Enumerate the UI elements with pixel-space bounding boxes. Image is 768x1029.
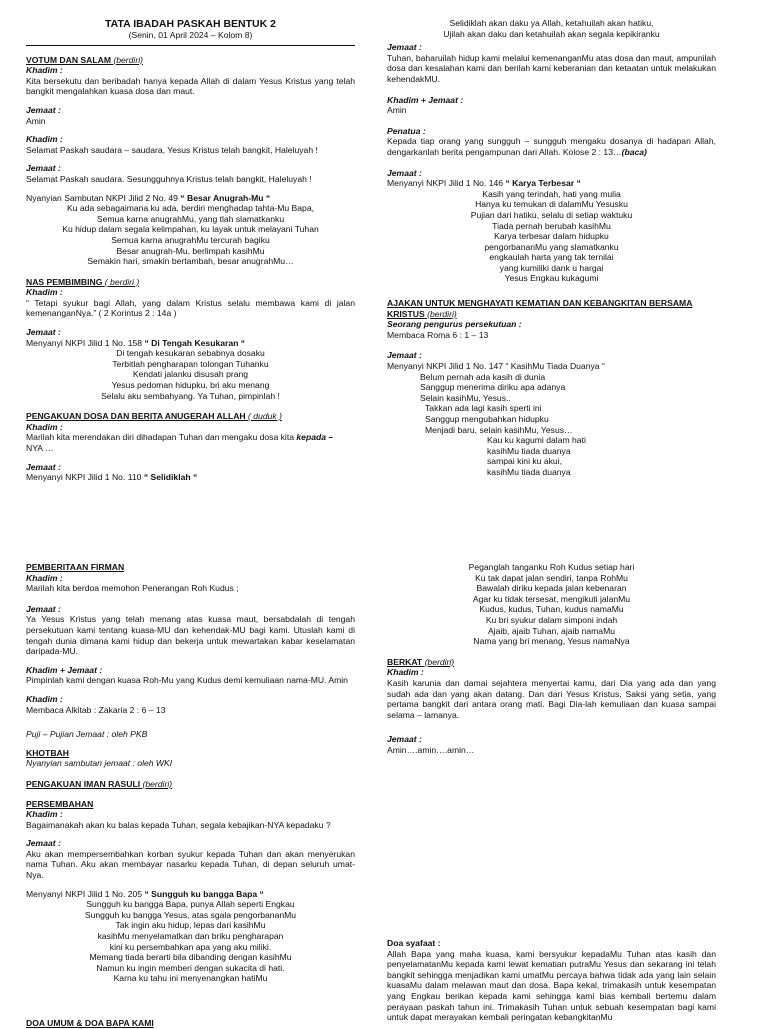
song-lyrics xyxy=(387,189,716,284)
song-lyrics xyxy=(387,435,716,477)
khotbah-note: Nyanyian sambutan jemaat : oleh WKI xyxy=(26,758,173,769)
section-title-ajakan: AJAKAN UNTUK MENGHAYATI KEMATIAN DAN KEBANGKITAN BERSAMA KRISTUS (berdiri) xyxy=(387,298,693,319)
song-lyrics xyxy=(387,372,716,404)
section-title-votum: VOTUM DAN SALAM (berdiri) xyxy=(26,54,143,65)
song-lyrics xyxy=(26,899,355,984)
song-intro: Nyanyian Sambutan NKPI Jilid 2 No. 49 “ Besar Anugrah-Mu “ xyxy=(26,192,271,203)
left-column-bottom xyxy=(26,562,355,984)
khadim-text: Kasih karunia dan damai sejahtera menyertai kamu, dari Dia yang ada dan yang sudah ada dan yang akan datang. Dan dari Yesus Kristus, Saksi yang setia, yang pertama bangkit dari antara orang mati. Bagi Dia-lah kemuliaan dan kuasa sampai selama – lamanya. xyxy=(387,677,716,720)
lyric-line: Takkan ada lagi kasih sperti ini xyxy=(425,403,542,414)
lyric-line: Ku bri syukur dalam simponi indah xyxy=(485,614,618,625)
lyric-line: Semua karna anugrahMu, yang tlah slamatkanku xyxy=(96,213,285,224)
lyric-line: Ku tak dapat jalan sendiri, tanpa RohMu xyxy=(475,572,628,583)
jemaat-text: Selamat Paskah saudara. Sesungguhnya Kristus telah bangkit, Haleluyah ! xyxy=(26,173,312,184)
lyric-line: Karya terbesar dalam hidupku xyxy=(494,231,609,242)
song-lyrics xyxy=(26,203,355,267)
khadim-text: Marilah kita berdoa memohon Penerangan Roh Kudus ; xyxy=(26,583,239,594)
document-title: TATA IBADAH PASKAH BENTUK 2 xyxy=(105,18,276,30)
document-subtitle: (Senin, 01 April 2024 – Kolom 8) xyxy=(128,30,253,40)
song-lyrics xyxy=(387,18,716,39)
jemaat-text: Amin xyxy=(26,115,46,126)
lyric-line: sampai kini ku akui, xyxy=(487,456,562,467)
lyric-line: Peganglah tanganku Roh Kudus setiap hari xyxy=(468,562,635,572)
song-lyrics xyxy=(387,403,716,435)
role-label: Khadim : xyxy=(26,693,63,704)
left-column-footer xyxy=(26,1018,355,1029)
lyric-line: Kudus, kudus, Tuhan, kudus namaMu xyxy=(479,604,624,615)
role-label: Jemaat : xyxy=(387,167,422,178)
role-label: Khadim : xyxy=(26,572,63,583)
puji-pujian-note: Puji – Pujian Jemaat : oleh PKB xyxy=(26,729,148,740)
lyric-line: Kau ku kagumi dalam hati xyxy=(487,435,586,446)
role-label: Seorang pengurus persekutuan : xyxy=(387,319,522,330)
role-label: Khadim : xyxy=(26,287,63,298)
lyric-line: engkaulah harta yang tak ternilai xyxy=(489,252,614,263)
jemaat-text: Ya Yesus Kristus yang telah menang atas kuasa maut, bersabdalah di tengah persekutuan kami tentang kuasa-MU dan kehendak-MU bagi kami. Utuslah kami di tengah dunia dimana kami hidup dan bekerja untuk mewartakan kabar keselamatan daripada-MU. xyxy=(26,614,355,657)
role-label: Jemaat : xyxy=(26,327,61,338)
lyric-line: Besar anugrah-Mu, berlimpah kasihMu xyxy=(116,245,265,256)
section-title-berkat: BERKAT (berdiri) xyxy=(387,656,455,667)
lyric-line: kasihMu tiada duanya xyxy=(487,466,571,477)
lyric-line: Pujian dari hatiku, selalu di setiap waktuku xyxy=(470,209,633,220)
lyric-line: Memang tiada berarti bila dibanding dengan kasihMu xyxy=(89,952,292,963)
role-label: Jemaat : xyxy=(387,42,422,53)
role-label: Khadim : xyxy=(26,65,63,76)
lyric-line: Menjadi baru, selain kasihMu, Yesus… xyxy=(425,424,573,435)
role-label: Khadim : xyxy=(26,421,63,432)
lyric-line: Yesus Engkau kukagumi xyxy=(504,273,599,284)
section-title-pengakuan-iman: PENGAKUAN IMAN RASULI (berdiri) xyxy=(26,778,173,789)
lyric-line: Karna ku tahu ini menyenangkan hatiMu xyxy=(113,973,268,984)
lyric-line: Kendati jalanku disusah prang xyxy=(132,369,249,380)
left-column-top xyxy=(26,18,355,483)
khadim-jemaat-text: Pimpinlah kami dengan kuasa Roh-Mu yang Kudus demi kemuliaan nama-MU. Amin xyxy=(26,675,348,686)
section-title-doa-umum: DOA UMUM & DOA BAPA KAMI xyxy=(26,1018,154,1028)
role-label: Khadim : xyxy=(26,809,63,820)
lyric-line: Ku hidup dalam segala kelimpahan, ku layak untuk melayani Tuhan xyxy=(62,224,319,235)
role-label: Khadim + Jemaat : xyxy=(26,664,103,675)
role-label: Jemaat : xyxy=(26,603,61,614)
doa-syafaat-text: Allah Bapa yang maha kuasa, kami bersyukur kepadaMu Tuhan atas kasih dan penyelamatanMu kepada kami lewat kematian putraMu Yesus dan sekarang ini telah bangkit sehingga menjadikan kami umatMu percaya bahwa tidak ada yang lain selain kuasaMu dalam melawan maut dan dosa. Bapa kekal, trimakasih untuk kesempatan yang Engkau berikan kepada kami sehingga kami bias kembali bertemu dalam perayaan paskah tahun ini. Trimakasih Tuhan untuk sebuah kesempatan bagi kami untuk dapat merayakan kembali peringatan kebangkitanMu xyxy=(387,948,716,1023)
khadim-text: Kita bersekutu dan beribadah hanya kepada Allah di dalam Yesus Kristus yang telah bangkit mengalahkan kuasa dosa dan maut. xyxy=(26,75,355,97)
role-label: Jemaat : xyxy=(387,350,422,361)
lyric-line: Ajaib, ajaib Tuhan, ajaib namaMu xyxy=(487,625,616,636)
song-intro: Menyanyi NKPI Jilid 1 No. 205 “ Sungguh ku bangga Bapa “ xyxy=(26,888,264,899)
doa-syafaat-block xyxy=(387,938,716,1023)
song-intro: Menyanyi NKPI Jilid 1 No. 146 “ Karya Terbesar “ xyxy=(387,178,581,189)
lyric-line: Sanggup menerima diriku apa adanya xyxy=(420,382,566,393)
lyric-line: Namun ku ingin memberi dengan sukacita di hati. xyxy=(96,962,285,973)
section-title-firman: PEMBERITAAN FIRMAN xyxy=(26,562,125,572)
lyric-line: Bawalah diriku kepada jalan kebenaran xyxy=(476,583,627,594)
lyric-line: Tak ingin aku hidup, lepas dari kasihMu xyxy=(115,920,266,931)
khadim-jemaat-text: Amin xyxy=(387,105,407,116)
lyric-line: Ku ada sebagaimana ku ada, berdiri menghadap tahta-Mu Bapa, xyxy=(67,203,314,214)
song-lyrics xyxy=(26,348,355,401)
role-label: Khadim : xyxy=(387,667,424,678)
lyric-line: kasihMu tiada duanya xyxy=(487,445,571,456)
role-label: Jemaat : xyxy=(26,461,61,472)
khadim-text: Membaca Alkitab : Zakaria 2 : 6 – 13 xyxy=(26,704,166,715)
lyric-line: Terbitlah pengharapan tolongan Tuhanku xyxy=(112,358,269,369)
role-label: Jemaat : xyxy=(26,838,61,849)
role-label: Jemaat : xyxy=(26,104,61,115)
lyric-line: Selain kasihMu, Yesus.. xyxy=(420,392,511,403)
lyric-line: pengorbananMu yang slamatkanku xyxy=(484,241,619,252)
lyric-line: Belum pernah ada kasih di dunia xyxy=(420,371,546,382)
lyric-line: kini ku persembahkan apa yang aku miliki. xyxy=(109,941,272,952)
right-column-top xyxy=(387,18,716,478)
lyric-line: Di tengah kesukaran sebabnya dosaku xyxy=(116,348,265,359)
song-intro: Menyanyi NKPI Jilid 1 No. 158 “ Di Tengah Kesukaran “ xyxy=(26,337,246,348)
role-label: Khadim + Jemaat : xyxy=(387,94,464,105)
doa-syafaat-title: Doa syafaat : xyxy=(387,938,441,948)
lyric-line: Ujilah akan daku dan ketahuilah akan segala kepikiranku xyxy=(443,28,660,39)
lyric-line: Tiada pernah berubah kasihMu xyxy=(492,220,611,231)
jemaat-text: Tuhan, baharuilah hidup kami melalui kemenanganMu atas dosa dan maut, ampunilah dosa dan kesalahan kami dan berilah kami keberanian dan ketaatan untuk melakukan kehendakMU. xyxy=(387,52,716,84)
jemaat-text: Aku akan mempersembahkan korban syukur kepada Tuhan dan akan menyerukan nama Tuhan. Aku akan membayar nasarku kepada Tuhan, di depan seluruh umat-Nya. xyxy=(26,848,355,881)
section-title-pengakuan-dosa: PENGAKUAN DOSA DAN BERITA ANUGERAH ALLAH ( duduk ) xyxy=(26,411,282,422)
lyric-line: Hanya ku temukan di dalamMu Yesusku xyxy=(475,199,628,210)
lyric-line: Sanggup mengubahkan hidupku xyxy=(425,414,549,424)
role-label: Jemaat : xyxy=(26,163,61,174)
role-label: Penatua : xyxy=(387,125,426,136)
khadim-text: Marilah kita merendakan diri dihadapan Tuhan dan mengaku dosa kita kepada – NYA … xyxy=(26,432,334,453)
lyric-line: Kasih yang terindah, hati yang mulia xyxy=(482,188,621,199)
song-lyrics xyxy=(387,562,716,647)
title-divider xyxy=(26,45,355,46)
section-title-nas: NAS PEMBIMBING ( berdiri ) xyxy=(26,276,140,287)
lyric-line: Agar ku tidak tersesat, mengikuti jalanMu xyxy=(472,593,631,604)
jemaat-text: Amin….amin….amin… xyxy=(387,744,475,755)
song-intro: Menyanyi NKPI Jilid 1 No. 110 “ Selidiklah “ xyxy=(26,472,198,483)
lyric-line: Nama yang bri menang, Yesus namaNya xyxy=(473,636,630,647)
lyric-line: Semua karna anugrahMu tercurah bagiku xyxy=(111,234,270,245)
khadim-text: Bagaimanakah akan ku balas kepada Tuhan, segala kebajikan-NYA kepadaku ? xyxy=(26,819,331,830)
right-column-bottom xyxy=(387,562,716,756)
lyric-line: yang kumiliki dank u hargai xyxy=(499,262,604,273)
lyric-line: Selalu aku sembahyang. Ya Tuhan, pimpinlah ! xyxy=(101,390,280,401)
pengurus-text: Membaca Roma 6 : 1 – 13 xyxy=(387,329,489,340)
section-title-persembahan: PERSEMBAHAN xyxy=(26,798,94,809)
khadim-text: “ Tetapi syukur bagi Allah, yang dalam Kristus selalu membawa kami di jalan kemenanganNya.” ( 2 Korintus 2 : 14a ) xyxy=(26,297,355,319)
lyric-line: Sungguh ku bangga Yesus, atas sgala pengorbananMu xyxy=(84,909,297,920)
lyric-line: Yesus pedoman hidupku, bri aku menang xyxy=(111,380,270,391)
section-title-khotbah: KHOTBAH xyxy=(26,747,69,758)
role-label: Jemaat : xyxy=(387,734,422,745)
penatua-text: Kepada tiap orang yang sungguh – sungguh mengaku dosanya di hadapan Allah, dengarkanlah berita pengampunan dari Allah. Kolose 2 : 13…(baca) xyxy=(387,136,716,157)
khadim-text: Selamat Paskah saudara – saudara, Yesus Kristus telah bangkit, Haleluyah ! xyxy=(26,144,318,155)
lyric-line: Selidiklah akan daku ya Allah, ketahuilah akan hatiku, xyxy=(449,18,654,28)
lyric-line: Sungguh ku bangga Bapa, punya Allah seperti Engkau xyxy=(86,899,295,910)
lyric-line: kasihMu menyelamatkan dan briku pengharapan xyxy=(97,931,284,942)
song-intro: Menyanyi NKPI Jilid 1 No. 147 “ KasihMu Tiada Duanya “ xyxy=(387,361,605,372)
role-label: Khadim : xyxy=(26,134,63,145)
lyric-line: Semakin hari, smakin bertambah, besar anugrahMu… xyxy=(87,256,294,267)
